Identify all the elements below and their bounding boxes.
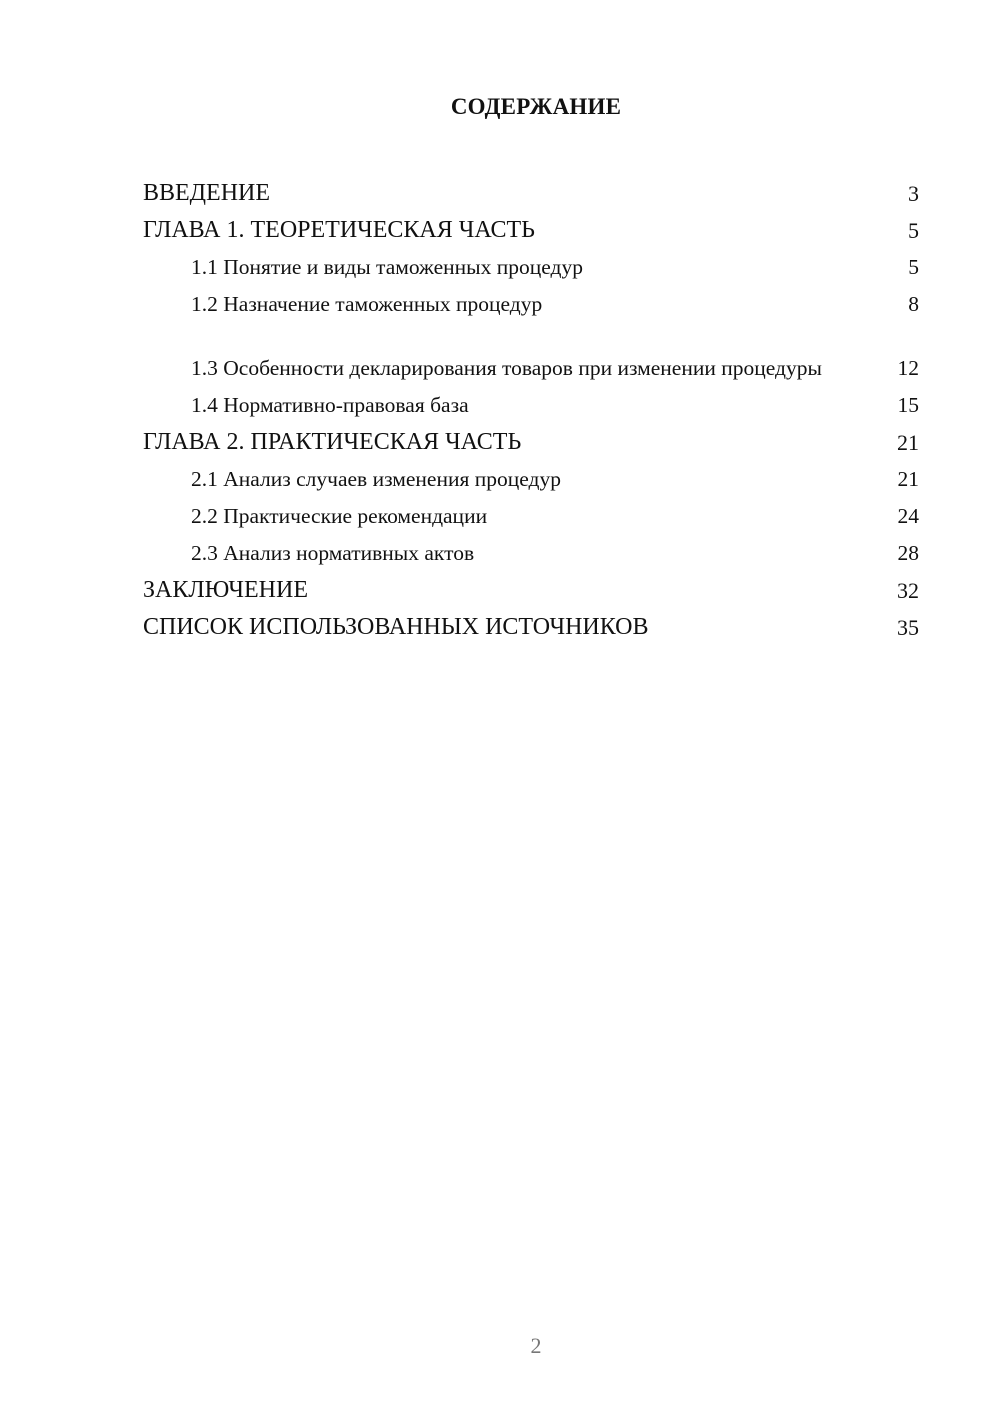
toc-entry-page: 5 [908,255,919,279]
toc-entry-page: 12 [897,356,919,380]
toc-entry-references[interactable] [143,604,919,641]
toc-entry-page: 24 [897,504,919,528]
page-number: 2 [530,1333,542,1358]
table-of-contents [143,170,919,641]
toc-entry-introduction[interactable] [143,170,919,207]
toc-entry-section-2-1[interactable] [143,456,919,493]
toc-entry-label: 2.2 Практические рекомендации [191,504,488,528]
toc-entry-page: 3 [908,181,919,206]
toc-entry-label: 1.3 Особенности декларирования товаров при изменении процедуры [191,356,822,380]
toc-entry-page: 21 [897,430,919,455]
toc-entry-page: 8 [908,292,919,316]
toc-entry-label: 1.1 Понятие и виды таможенных процедур [191,255,583,279]
toc-entry-page: 21 [897,467,919,491]
toc-entry-page: 15 [897,393,919,417]
toc-entry-label: 2.1 Анализ случаев изменения процедур [191,467,561,491]
toc-entry-conclusion[interactable] [143,567,919,604]
toc-entry-chapter-2[interactable] [143,419,919,456]
toc-entry-label: 1.2 Назначение таможенных процедур [191,292,543,316]
page-title: СОДЕРЖАНИЕ [450,94,622,119]
toc-entry-label: СПИСОК ИСПОЛЬЗОВАННЫХ ИСТОЧНИКОВ [143,614,649,640]
toc-entry-section-1-4[interactable] [143,382,919,419]
toc-entry-page: 32 [897,578,919,603]
toc-entry-section-2-3[interactable] [143,530,919,567]
toc-entry-page: 28 [897,541,919,565]
toc-entry-chapter-1[interactable] [143,207,919,244]
toc-entry-label: ЗАКЛЮЧЕНИЕ [143,577,308,603]
toc-entry-label: 1.4 Нормативно-правовая база [191,393,469,417]
toc-entry-label: 2.3 Анализ нормативных актов [191,541,475,565]
toc-entry-page: 35 [897,615,919,640]
toc-entry-page: 5 [908,218,919,243]
toc-entry-section-1-1[interactable] [143,244,919,281]
toc-entry-section-2-2[interactable] [143,493,919,530]
toc-entry-label: ВВЕДЕНИЕ [143,180,271,206]
toc-entry-label: ГЛАВА 2. ПРАКТИЧЕСКАЯ ЧАСТЬ [143,429,522,455]
toc-entry-section-1-3[interactable] [143,318,919,382]
toc-entry-label: ГЛАВА 1. ТЕОРЕТИЧЕСКАЯ ЧАСТЬ [143,217,535,243]
toc-entry-section-1-2[interactable] [143,281,919,318]
